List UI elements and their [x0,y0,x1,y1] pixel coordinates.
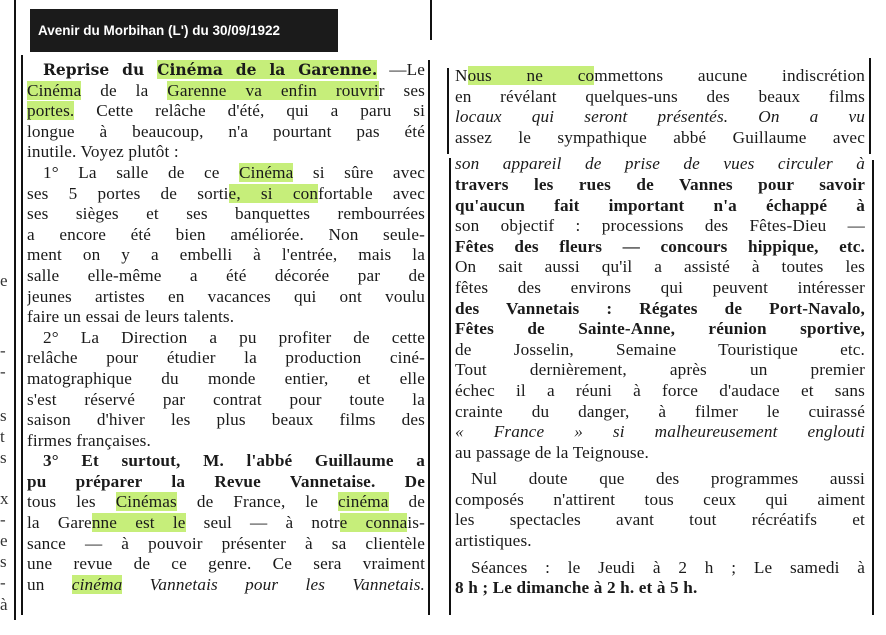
text-line: inutile. Voyez plutôt : [27,142,179,162]
text-run: de France, le [176,492,338,512]
text-line: « France » si malheureusement englouti [455,422,865,442]
text-run: Vannetais pour les Vannetais. [122,574,425,594]
article-heading-line [27,60,425,81]
text-line: Fêtes de Sainte-Anne, réunion sportive, [455,319,865,339]
margin-char: - [0,510,6,529]
text-run: N [455,66,468,85]
text-run: mmettons aucune indiscrétion [594,66,865,85]
margin-char: s [0,448,7,467]
text-line: matographique du monde entier, et elle [27,368,425,388]
highlight-run: cinéma [338,492,389,512]
text-line: ment on y a embelli à l'entrée, mais la [27,245,425,265]
text-line: longue à beaucoup, n'a pourtant pas été [27,121,425,141]
text-line: une revue de ce genre. Ce sera vraiment [27,554,425,574]
margin-char: à [0,595,8,614]
margin-char: s [0,406,7,425]
text-line: artistiques. [455,531,532,551]
text-run: la Gare [27,513,92,533]
text-line [27,163,425,184]
highlight-run: Cinéma [27,80,82,100]
text-line: crainte du danger, à filmer le cuirassé [455,401,865,421]
source-title: Avenir du Morbihan (L') du 30/09/1922 [38,23,281,38]
text-line: en révélant quelques-uns des beaux films [455,86,865,106]
text-line: a encore été bien améliorée. Non seule- [27,224,425,244]
text-line: échec il a réuni à force d'audace et sans [455,380,865,400]
margin-char: e [0,531,8,550]
text-run: Cette relâche d'été, qui a paru si [74,101,425,121]
highlight-run: Garenne va enfin rouvri [167,80,379,100]
text-line: Tout dernièrement, après un premier [455,360,865,380]
text-line [27,575,425,596]
text-line: de Josselin, Semaine Touristique etc. [455,339,865,359]
margin-char: t [0,427,5,446]
right-box2-border-left [449,158,451,615]
highlight-run: portes. [27,101,75,121]
text-line: 3° Et surtout, M. l'abbé Guillaume a [43,451,425,471]
highlight-run: ous ne co [467,66,595,85]
text-run: fortable avec [318,183,425,203]
text-line: composés n'attirent tous ceux qui aiment [455,489,865,509]
article-column-left [27,60,425,595]
text-line: locaux qui seront présentés. On a vu [455,107,865,127]
article-column-right [455,66,865,599]
text-line [27,101,425,122]
text-run: r ses [378,80,425,100]
margin-char: - [0,341,6,360]
text-run: ses 5 portes de sorti [27,183,229,203]
source-title-badge [30,9,338,52]
text-line: pu préparer la Revue Vannetaise. De [27,471,425,491]
right-box1-border-left [447,68,449,154]
text-run: un [27,574,72,594]
text-run: de la [81,80,168,100]
highlight-run: Cinémas [115,492,177,512]
text-line [455,66,865,87]
text-line: assez le sympathique abbé Guillaume avec [455,127,865,147]
text-line: faire un essai de leurs talents. [27,307,235,327]
text-line: sance — à pouvoir présenter à sa clientèle [27,533,425,553]
text-line: firmes françaises. [27,430,151,450]
margin-char: - [0,573,6,592]
text-line: au passage de la Teignouse. [455,442,649,462]
text-run: de [388,492,425,512]
highlight-run: nne est le [91,513,186,533]
left-box-border [21,55,23,615]
text-line: qu'aucun fait important n'a échappé à [455,195,865,215]
text-line: son appareil de prise de vues circuler à [455,154,865,174]
text-line: ses sièges et ses banquettes rembourrées [27,204,425,224]
left-box-border-right [428,60,430,615]
column-rule-left [14,0,16,620]
right-box2-border-right [872,160,874,615]
text-line [27,513,425,534]
text-line: Nul doute que des programmes aussi [471,469,865,489]
text-line: son objectif : processions des Fêtes-Dieu — [455,216,865,236]
highlight-run: Cinéma [239,162,294,182]
text-line: On sait aussi qu'il a assisté à toutes les [455,257,865,277]
margin-char: s [0,552,7,571]
column-rule-top-center [430,0,432,40]
text-run: tous les [27,492,116,512]
schedule-line: Séances : le Jeudi à 2 h ; Le samedi à [471,557,865,577]
margin-char: e [0,271,8,290]
text-line [27,184,425,205]
text-line: des Vannetais : Régates de Port-Navalo, [455,298,865,318]
text-line: relâche pour étudier la production ciné- [27,348,425,368]
text-line [27,492,425,513]
text-line: fêtes des environs qui peuvent intéresser [455,277,865,297]
text-line: 2° La Direction a pu profiter de cette [43,327,425,347]
text-run: si sûre avec [293,162,425,182]
text-line: Fêtes des fleurs — concours hippique, etc. [455,236,865,256]
text-run: —Le [389,60,425,79]
schedule-line: 8 h ; Le dimanche à 2 h. et à 5 h. [455,578,698,598]
text-line: les spectacles avant tout récréatifs et [455,510,865,530]
text-line: travers les rues de Vannes pour savoir [455,174,865,194]
article-heading-highlight: Cinéma de la Garenne. [157,60,378,79]
highlight-run: e conna [339,513,408,533]
highlight-run: e, si con [228,183,319,203]
adjacent-column-fragment [0,0,12,635]
text-line: saison d'hiver les plus beaux films des [27,410,425,430]
margin-char: x [0,489,9,508]
highlight-run: cinéma [71,574,123,594]
text-line: s'est réservé par contrat pour toute la [27,389,425,409]
article-heading-prefix: Reprise du [43,60,158,79]
text-run: seul — à notr [185,513,340,533]
text-run: 1° La salle de ce [43,162,240,182]
right-box1-border-right [869,58,871,154]
text-line: jeunes artistes en vacances qui ont voulu [27,286,425,306]
margin-char: - [0,362,6,381]
text-run: is- [407,513,425,533]
text-line: salle elle-même a été décorée par de [27,265,425,285]
text-line [27,81,425,102]
